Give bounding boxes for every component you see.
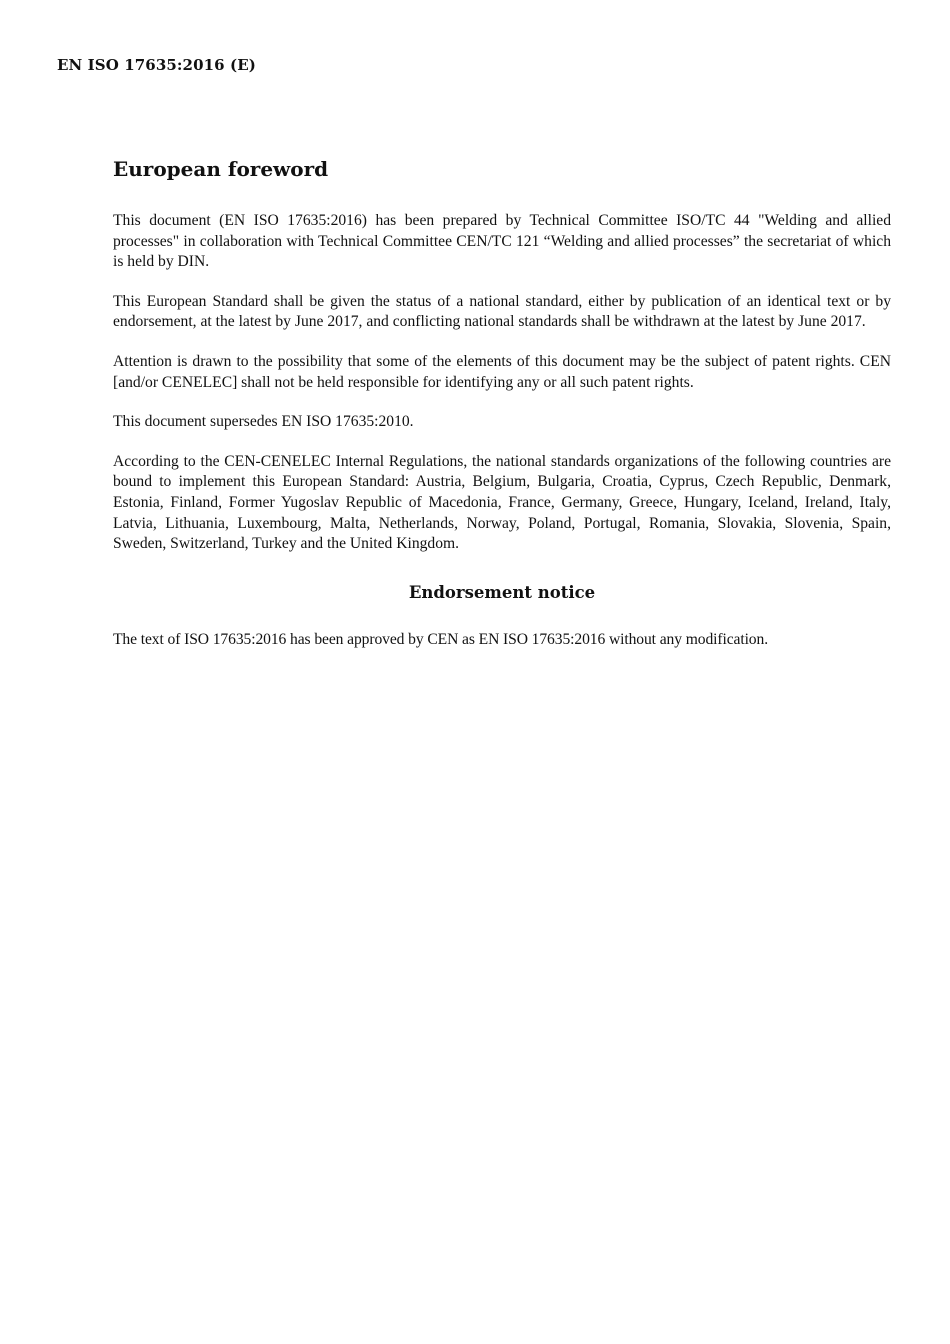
foreword-title: European foreword xyxy=(113,157,329,181)
document-id: EN ISO 17635:2016 (E) xyxy=(57,56,256,74)
foreword-paragraph-patent: Attention is drawn to the possibility that some of the elements of this document may be the subject of patent rights. CEN [and/or CENELEC] shall not be held responsible for identifying any or all such patent rights. xyxy=(113,352,891,391)
page-content xyxy=(113,155,891,669)
foreword-paragraph-preparation: This document (EN ISO 17635:2016) has been prepared by Technical Committee ISO/TC 44 "Welding and allied processes" in collaboration with Technical Committee CEN/TC 121 “Welding and allied processes” the secretariat of which is held by DIN. xyxy=(113,212,891,271)
foreword-paragraph-status: This European Standard shall be given the status of a national standard, either by publication of an identical text or by endorsement, at the latest by June 2017, and conflicting national standards shall be withdrawn at the latest by June 2017. xyxy=(113,292,891,331)
foreword-paragraph-supersedes: This document supersedes EN ISO 17635:2010. xyxy=(113,413,414,431)
endorsement-title: Endorsement notice xyxy=(408,582,596,602)
foreword-paragraph-countries: According to the CEN-CENELEC Internal Regulations, the national standards organizations of the following countries are bound to implement this European Standard: Austria, Belgium, Bulgaria, Croatia, Cyprus, Czech Republic, Denmark, Estonia, Finland, Former Yugoslav Republic of Macedonia, France, Germany, Greece, Hungary, Iceland, Ireland, Italy, Latvia, Lithuania, Luxembourg, Malta, Netherlands, Norway, Poland, Portugal, Romania, Slovakia, Slovenia, Spain, Sweden, Switzerland, Turkey and the United Kingdom. xyxy=(113,452,891,553)
endorsement-text: The text of ISO 17635:2016 has been approved by CEN as EN ISO 17635:2016 without any modification. xyxy=(113,630,768,648)
